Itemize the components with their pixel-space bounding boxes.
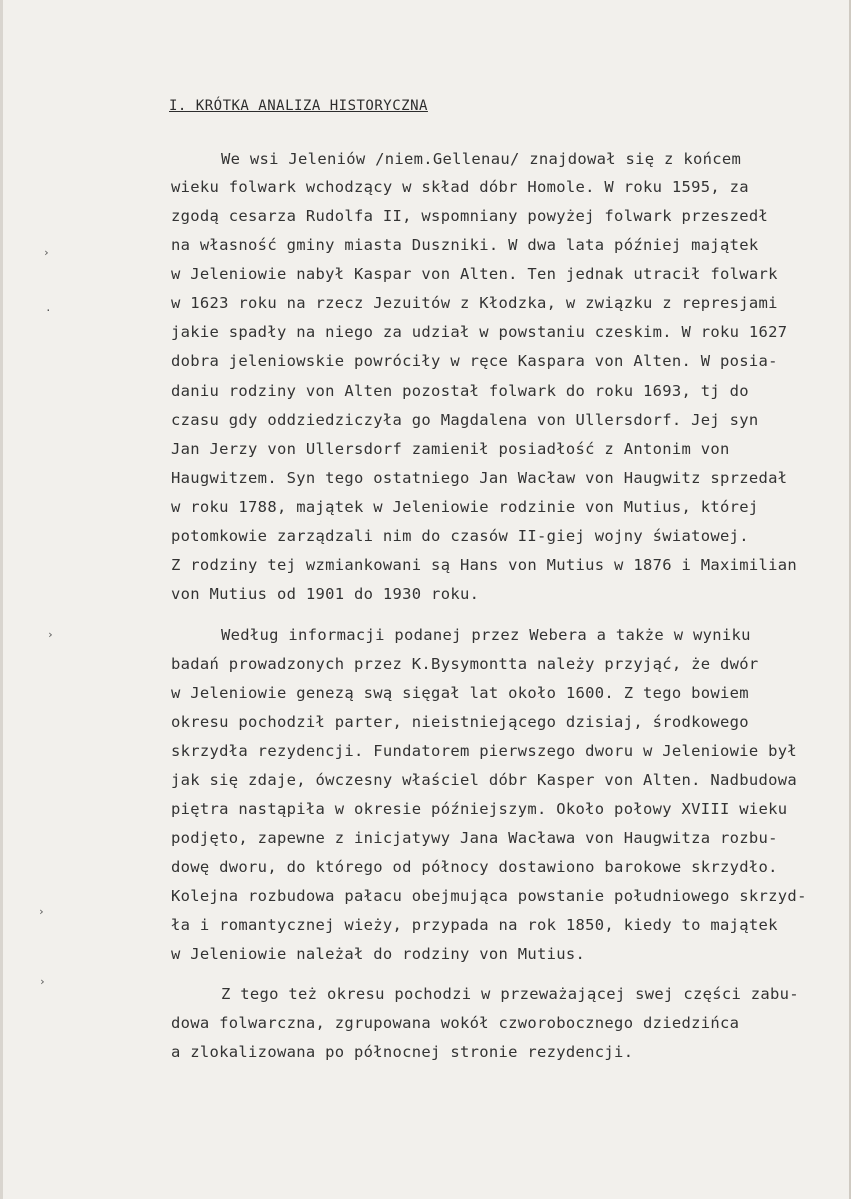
text-line: w 1623 roku na rzecz Jezuitów z Kłodzka, w związku z represjami bbox=[171, 294, 778, 312]
text-line: okresu pochodził parter, nieistniejącego dzisiaj, środkowego bbox=[171, 713, 749, 731]
text-line: a zlokalizowana po północnej stronie rezydencji. bbox=[171, 1043, 634, 1061]
text-line: w Jeleniowie należał do rodziny von Mutius. bbox=[171, 945, 586, 963]
text-line: zgodą cesarza Rudolfa II, wspomniany powyżej folwark przeszedł bbox=[171, 207, 769, 225]
text-line: dowa folwarczna, zgrupowana wokół czworobocznego dziedzińca bbox=[171, 1014, 740, 1032]
margin-mark: · bbox=[45, 304, 52, 317]
text-line: w roku 1788, majątek w Jeleniowie rodzinie von Mutius, której bbox=[171, 498, 759, 516]
text-line: Z rodziny tej wzmiankowani są Hans von Mutius w 1876 i Maximilian bbox=[171, 556, 798, 574]
text-line: ła i romantycznej wieży, przypada na rok 1850, kiedy to majątek bbox=[171, 916, 778, 934]
text-line: skrzydła rezydencji. Fundatorem pierwszego dworu w Jeleniowie był bbox=[171, 742, 798, 760]
text-line: piętra nastąpiła w okresie późniejszym. Około połowy XVIII wieku bbox=[171, 800, 788, 818]
section-heading: I. KRÓTKA ANALIZA HISTORYCZNA bbox=[169, 98, 428, 114]
text-line: wieku folwark wchodzący w skład dóbr Homole. W roku 1595, za bbox=[171, 178, 749, 196]
text-line: w Jeleniowie genezą swą sięgał lat około 1600. Z tego bowiem bbox=[171, 684, 749, 702]
text-line: jak się zdaje, ówczesny właściel dóbr Kasper von Alten. Nadbudowa bbox=[171, 771, 798, 789]
margin-mark: › bbox=[43, 246, 50, 259]
text-line: dobra jeleniowskie powróciły w ręce Kaspara von Alten. W posia- bbox=[171, 352, 778, 370]
text-line: daniu rodziny von Alten pozostał folwark do roku 1693, tj do bbox=[171, 382, 749, 400]
text-line: czasu gdy oddziedziczyła go Magdalena von Ullersdorf. Jej syn bbox=[171, 411, 759, 429]
text-line: Z tego też okresu pochodzi w przeważającej swej części zabu- bbox=[221, 985, 799, 1003]
text-line: Kolejna rozbudowa pałacu obejmująca powstanie południowego skrzyd- bbox=[171, 887, 807, 905]
margin-mark: › bbox=[47, 628, 54, 641]
text-line: badań prowadzonych przez K.Bysymontta należy przyjąć, że dwór bbox=[171, 655, 759, 673]
text-line: von Mutius od 1901 do 1930 roku. bbox=[171, 585, 480, 603]
text-line: potomkowie zarządzali nim do czasów II-giej wojny światowej. bbox=[171, 527, 749, 545]
text-line: Według informacji podanej przez Webera a także w wyniku bbox=[221, 626, 751, 644]
text-line: dowę dworu, do którego od północy dostawiono barokowe skrzydło. bbox=[171, 858, 778, 876]
margin-mark: › bbox=[38, 905, 45, 918]
text-line: podjęto, zapewne z inicjatywy Jana Wacława von Haugwitza rozbu- bbox=[171, 829, 778, 847]
margin-mark: › bbox=[39, 975, 46, 988]
text-line: na własność gminy miasta Duszniki. W dwa lata później majątek bbox=[171, 236, 759, 254]
text-line: We wsi Jeleniów /niem.Gellenau/ znajdował się z końcem bbox=[221, 150, 742, 168]
text-line: Jan Jerzy von Ullersdorf zamienił posiadłość z Antonim von bbox=[171, 440, 730, 458]
text-line: Haugwitzem. Syn tego ostatniego Jan Wacław von Haugwitz sprzedał bbox=[171, 469, 788, 487]
text-line: w Jeleniowie nabył Kaspar von Alten. Ten jednak utracił folwark bbox=[171, 265, 778, 283]
text-line: jakie spadły na niego za udział w powstaniu czeskim. W roku 1627 bbox=[171, 323, 788, 341]
